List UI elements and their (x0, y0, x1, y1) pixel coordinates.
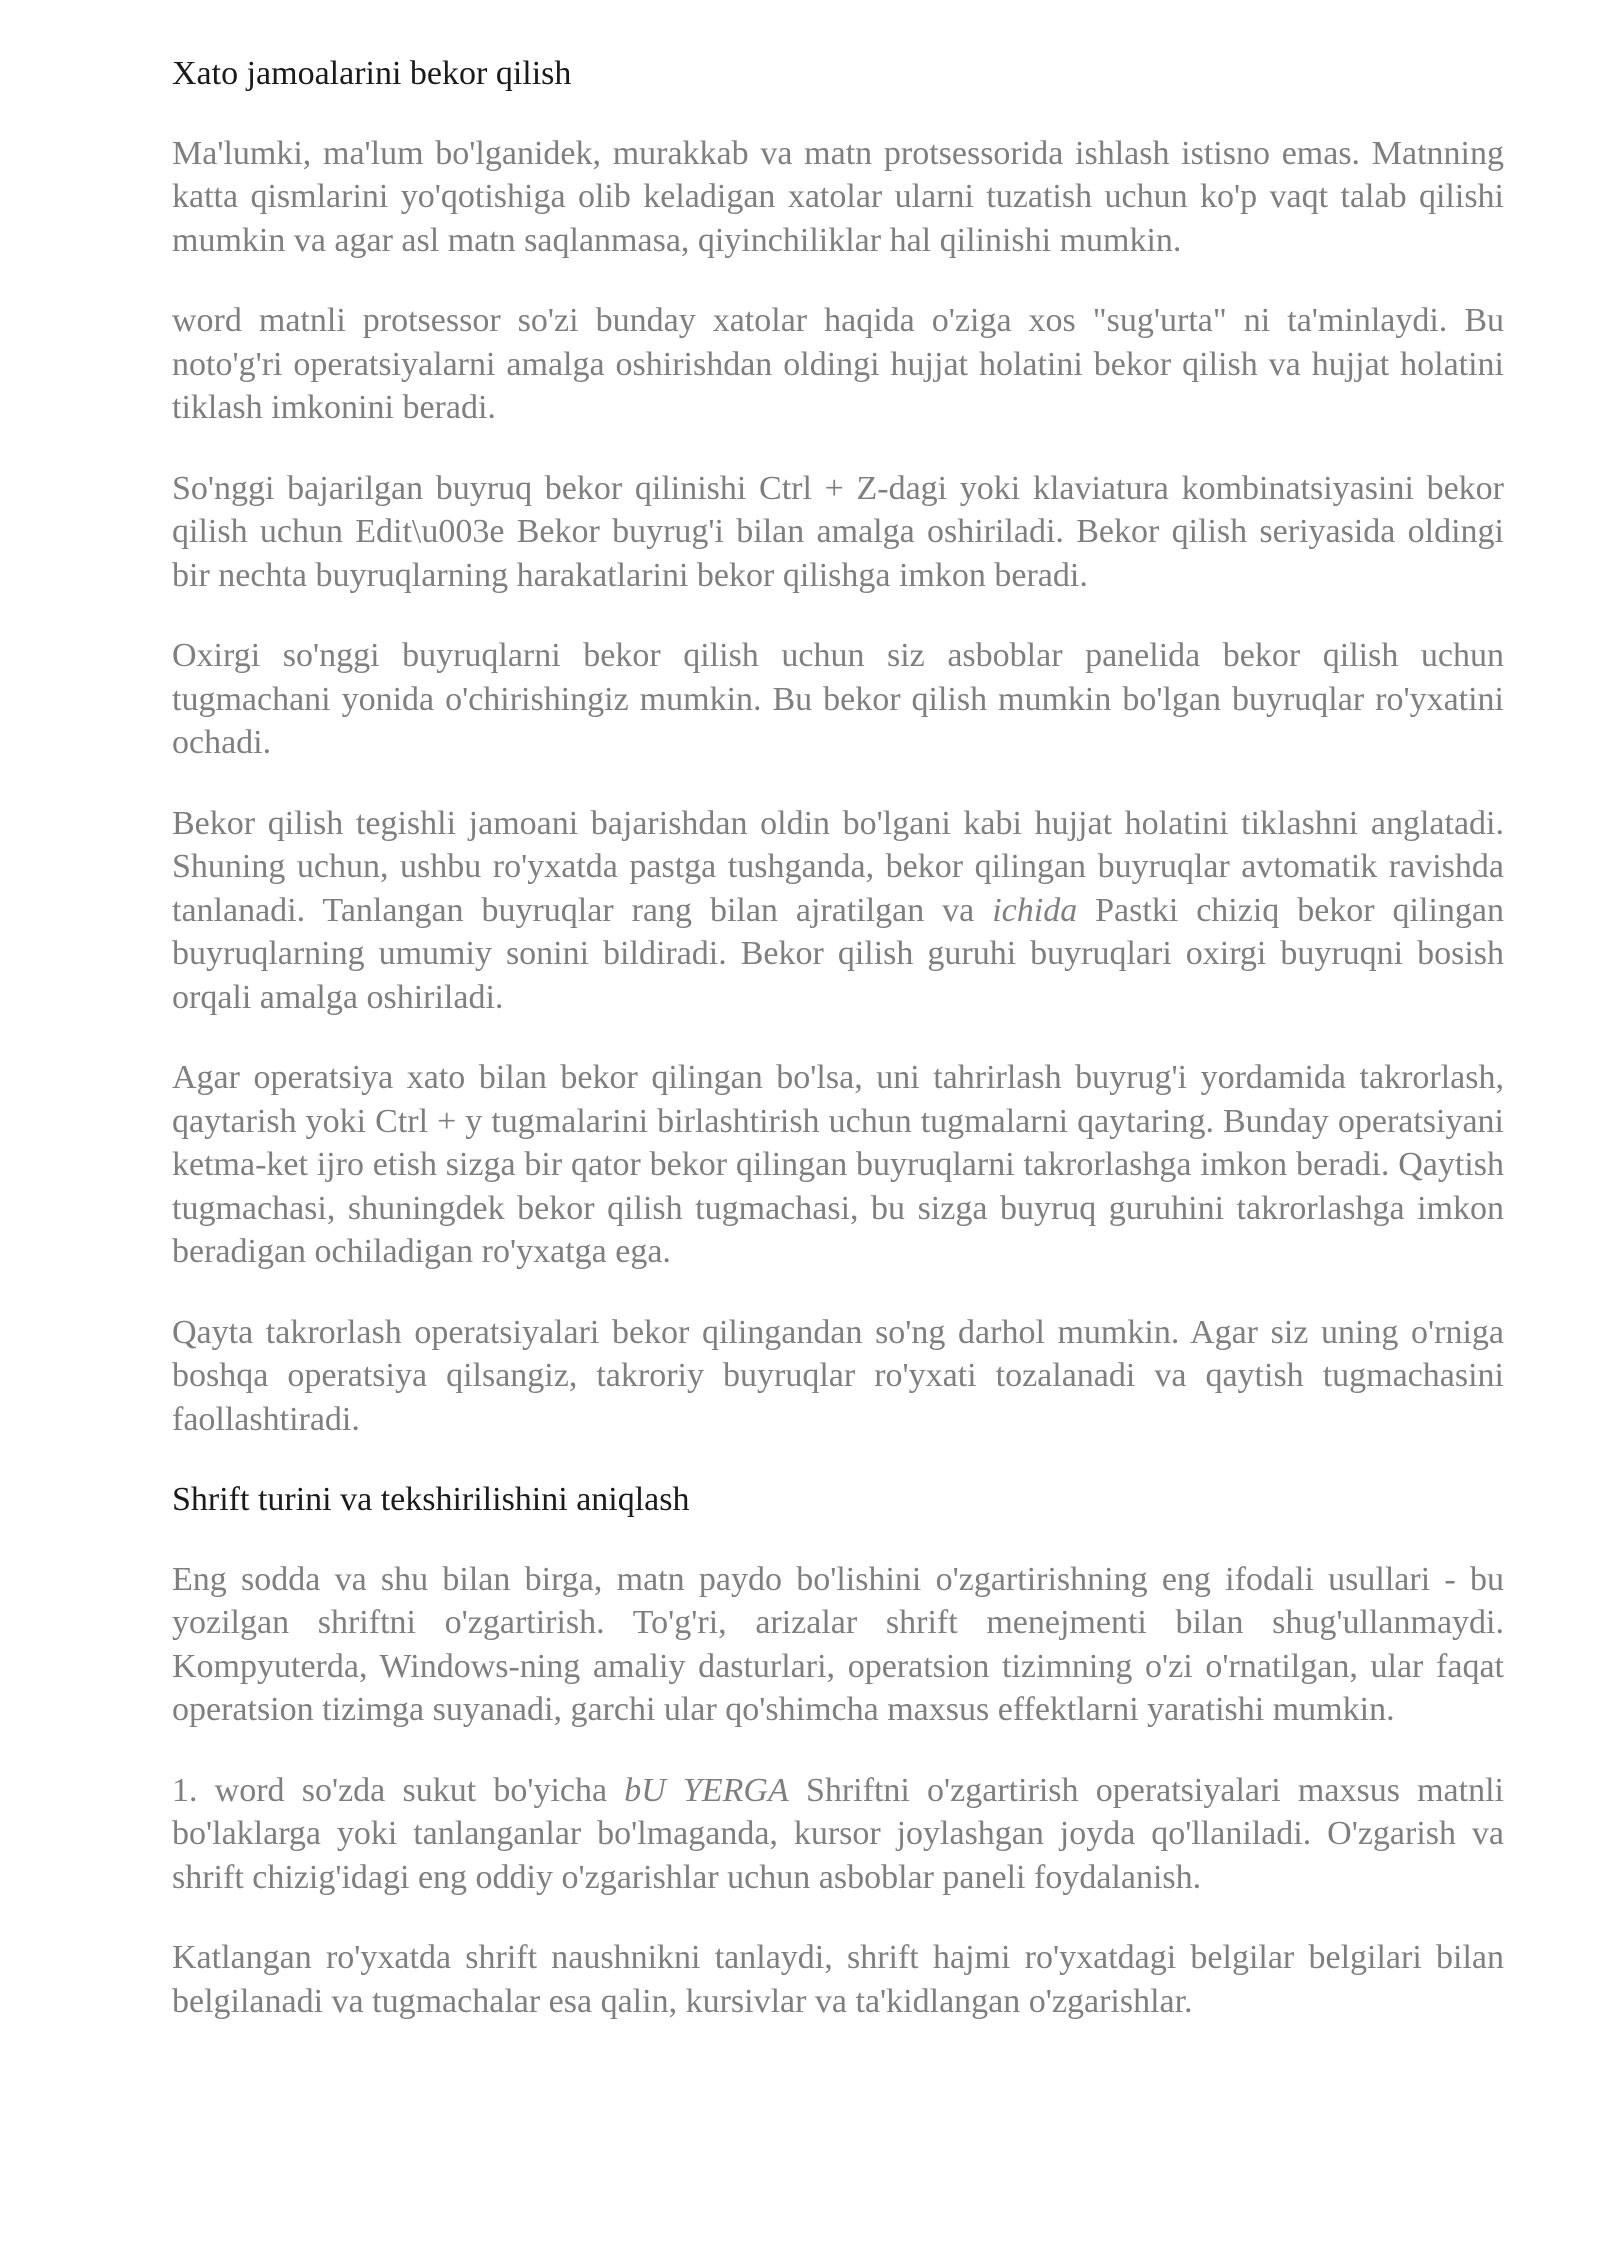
paragraph: Katlangan ro'yxatda shrift naushnikni tanlaydi, shrift hajmi ro'yxatdagi belgilar belgilari bilan belgilanadi va tugmachalar esa qalin, kursivlar va ta'kidlangan o'zgarishlar. (172, 1939, 1504, 2020)
paragraph-text: Shriftni o'zgartirish operatsiyalari maxsus matnli bo'laklarga yoki tanlanganlar bo'lmaganda, kursor joylashgan joyda qo'llaniladi. O'zgarish va shrift chizig'idagi eng oddiy o'zgarishlar uchun asboblar paneli foydalanish. (172, 1771, 1504, 1896)
paragraph: Oxirgi so'nggi buyruqlarni bekor qilish uchun siz asboblar panelida bekor qilish uchun tugmachani yonida o'chirishingiz mumkin. Bu bekor qilish mumkin bo'lgan buyruqlar ro'yxatini ochadi. (172, 637, 1504, 761)
section-heading-undo: Xato jamoalarini bekor qilish (172, 55, 572, 92)
paragraph-text: Bekor qilish tegishli jamoani bajarishdan oldin bo'lgani kabi hujjat holatini tiklashni anglatadi. Shuning uchun, ushbu ro'yxatda pastga tushganda, bekor qilingan buyruqlar avtomatik ravishda tanlanadi. Tanlangan buyruqlar rang bilan ajratilgan va (172, 804, 1504, 929)
italic-text: bU YERGA (624, 1771, 789, 1809)
document-page (172, 52, 1504, 2060)
paragraph: Qayta takrorlash operatsiyalari bekor qilingandan so'ng darhol mumkin. Agar siz uning o'rniga boshqa operatsiya qilsangiz, takroriy buyruqlar ro'yxati tozalanadi va qaytish tugmachasini faollashtiradi. (172, 1313, 1504, 1438)
section-heading-font: Shrift turini va tekshirilishini aniqlash (172, 1481, 690, 1518)
paragraph: So'nggi bajarilgan buyruq bekor qilinishi Ctrl + Z-dagi yoki klaviatura kombinatsiyasini bekor qilish uchun Edit\u003e Bekor buyrug'i bilan amalga oshiriladi. Bekor qilish seriyasida oldingi bir nechta buyruqlarning harakatlarini bekor qilishga imkon beradi. (172, 469, 1504, 594)
italic-text: ichida (992, 891, 1078, 929)
paragraph: Eng sodda va shu bilan birga, matn paydo bo'lishini o'zgartirishning eng ifodali usullari - bu yozilgan shriftni o'zgartirish. To'g'ri, arizalar shrift menejmenti bilan shug'ullanmaydi. Kompyuterda, Windows-ning amaliy dasturlari, operatsion tizimning o'zi o'rnatilgan, ular faqat operatsion tizimga suyanadi, garchi ular qo'shimcha maxsus effektlarni yaratishi mumkin. (172, 1560, 1504, 1728)
paragraph: Ma'lumki, ma'lum bo'lganidek, murakkab va matn protsessorida ishlash istisno emas. Matnning katta qismlarini yo'qotishiga olib keladigan xatolar ularni tuzatish uchun ko'p vaqt talab qilishi mumkin va agar asl matn saqlanmasa, qiyinchiliklar hal qilinishi mumkin. (172, 134, 1504, 259)
paragraph: word matnli protsessor so'zi bunday xatolar haqida o'ziga xos "sug'urta" ni ta'minlaydi. Bu noto'g'ri operatsiyalarni amalga oshirishdan oldingi hujjat holatini bekor qilish va hujjat holatini tiklash imkonini beradi. (172, 302, 1504, 426)
paragraph (172, 1769, 1504, 1900)
paragraph-text: 1. word so'zda sukut bo'yicha (172, 1771, 625, 1809)
paragraph (172, 802, 1504, 1020)
paragraph-text: Pastki chiziq bekor qilingan buyruqlarning umumiy sonini bildiradi. Bekor qilish guruhi buyruqlari oxirgi buyruqni bosish orqali amalga oshiriladi. (172, 891, 1504, 1016)
paragraph: Agar operatsiya xato bilan bekor qilingan bo'lsa, uni tahrirlash buyrug'i yordamida takrorlash, qaytarish yoki Ctrl + y tugmalarini birlashtirish uchun tugmalarni qaytaring. Bunday operatsiyani ketma-ket ijro etish sizga bir qator bekor qilingan buyruqlarni takrorlashga imkon beradi. Qaytish tugmachasi, shuningdek bekor qilish tugmachasi, bu sizga buyruq guruhini takrorlashga imkon beradigan ochiladigan ro'yxatga ega. (172, 1059, 1504, 1270)
